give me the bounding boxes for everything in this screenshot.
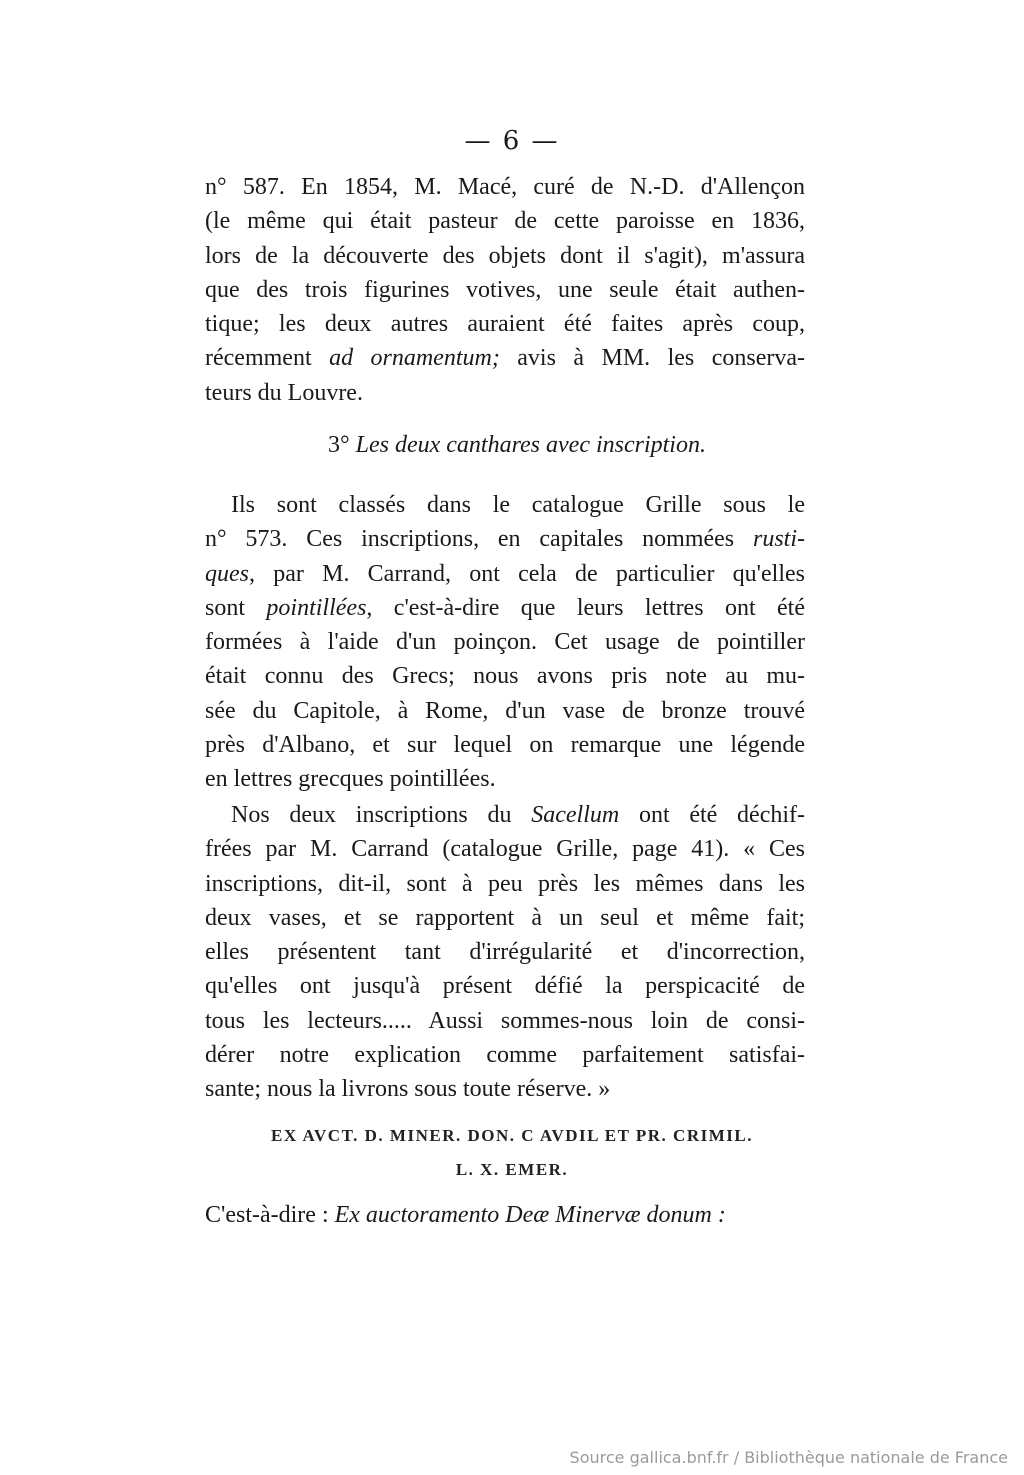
text-span: récemment: [205, 345, 330, 372]
text-line: [205, 1198, 805, 1232]
text-line: formées à l'aide d'un poinçon. Cet usage de pointiller: [205, 629, 805, 656]
text-line: [205, 798, 805, 832]
text-span: Nos deux inscriptions du: [231, 802, 532, 828]
text-line: tous les lecteurs..... Aussi sommes-nous loin de consi-: [205, 1007, 805, 1034]
inscription-line-2: L. X. EMER.: [455, 1160, 569, 1179]
text-line: sante; nous la livrons sous toute réserve. »: [205, 1076, 611, 1103]
text-span: n° 573. Ces inscriptions, en capitales nommées: [205, 526, 753, 553]
italic-text: rusti-: [752, 526, 805, 553]
italic-text: ad ornamentum;: [329, 345, 500, 372]
text-line: près d'Albano, et sur lequel on remarque une légende: [205, 732, 805, 759]
text-span: C'est-à-dire :: [205, 1202, 335, 1228]
text-span: , c'est-à-dire que leurs lettres ont été: [366, 594, 806, 621]
heading-number: 3°: [328, 432, 350, 458]
text-line: [205, 522, 805, 556]
text-span: ont été déchif-: [619, 802, 805, 828]
text-line: que des trois figurines votives, une seule était authen-: [205, 276, 805, 303]
source-attribution: Source gallica.bnf.fr / Bibliothèque nationale de France: [569, 1448, 1008, 1467]
page-number: — 6 —: [464, 126, 560, 156]
text-line: n° 587. En 1854, M. Macé, curé de N.-D. d'Allençon: [205, 174, 805, 200]
text-line: (le même qui était pasteur de cette paroisse en 1836,: [205, 208, 805, 235]
text-line: deux vases, et se rapportent à un seul et même fait;: [205, 904, 805, 931]
text-span: sont: [205, 594, 267, 621]
italic-text: Ex auctoramento Deæ Minervæ donum :: [334, 1202, 726, 1228]
italic-text: pointillées: [266, 594, 367, 621]
text-line: [205, 557, 805, 591]
text-line: [205, 341, 805, 375]
text-line: dérer notre explication comme parfaitement satisfai-: [205, 1042, 805, 1069]
italic-text: ques: [205, 560, 249, 587]
text-span: avis à MM. les conserva-: [499, 345, 805, 372]
text-line: tique; les deux autres auraient été faites après coup,: [205, 311, 805, 338]
heading-text: Les deux canthares avec inscription.: [355, 432, 706, 458]
text-line: sée du Capitole, à Rome, d'un vase de bronze trouvé: [205, 697, 805, 724]
paragraph-3: [205, 798, 805, 1107]
text-line: était connu des Grecs; nous avons pris note au mu-: [205, 663, 805, 690]
paragraph-2: [205, 488, 805, 797]
text-line: lors de la découverte des objets dont il s'agit), m'assura: [205, 242, 805, 269]
italic-text: Sacellum: [531, 802, 620, 828]
text-line: inscriptions, dit-il, sont à peu près les mêmes dans les: [205, 870, 805, 897]
paragraph-1: [205, 170, 805, 410]
text-line: [205, 591, 805, 625]
text-line: frées par M. Carrand (catalogue Grille, page 41). « Ces: [205, 836, 805, 863]
text-line: Ils sont classés dans le catalogue Grille sous le: [231, 492, 805, 518]
text-line: teurs du Louvre.: [205, 379, 363, 406]
text-line: qu'elles ont jusqu'à présent défié la perspicacité de: [205, 973, 805, 1000]
text-span: , par M. Carrand, ont cela de particulier qu'elles: [249, 560, 805, 587]
text-line: elles présentent tant d'irrégularité et d'incorrection,: [205, 939, 805, 966]
inscription-line-1: EX AVCT. D. MINER. DON. C AVDIL ET PR. CRIMIL.: [271, 1126, 753, 1145]
text-line: en lettres grecques pointillées.: [205, 766, 496, 793]
section-heading: [0, 432, 1024, 459]
final-paragraph: [205, 1198, 805, 1232]
